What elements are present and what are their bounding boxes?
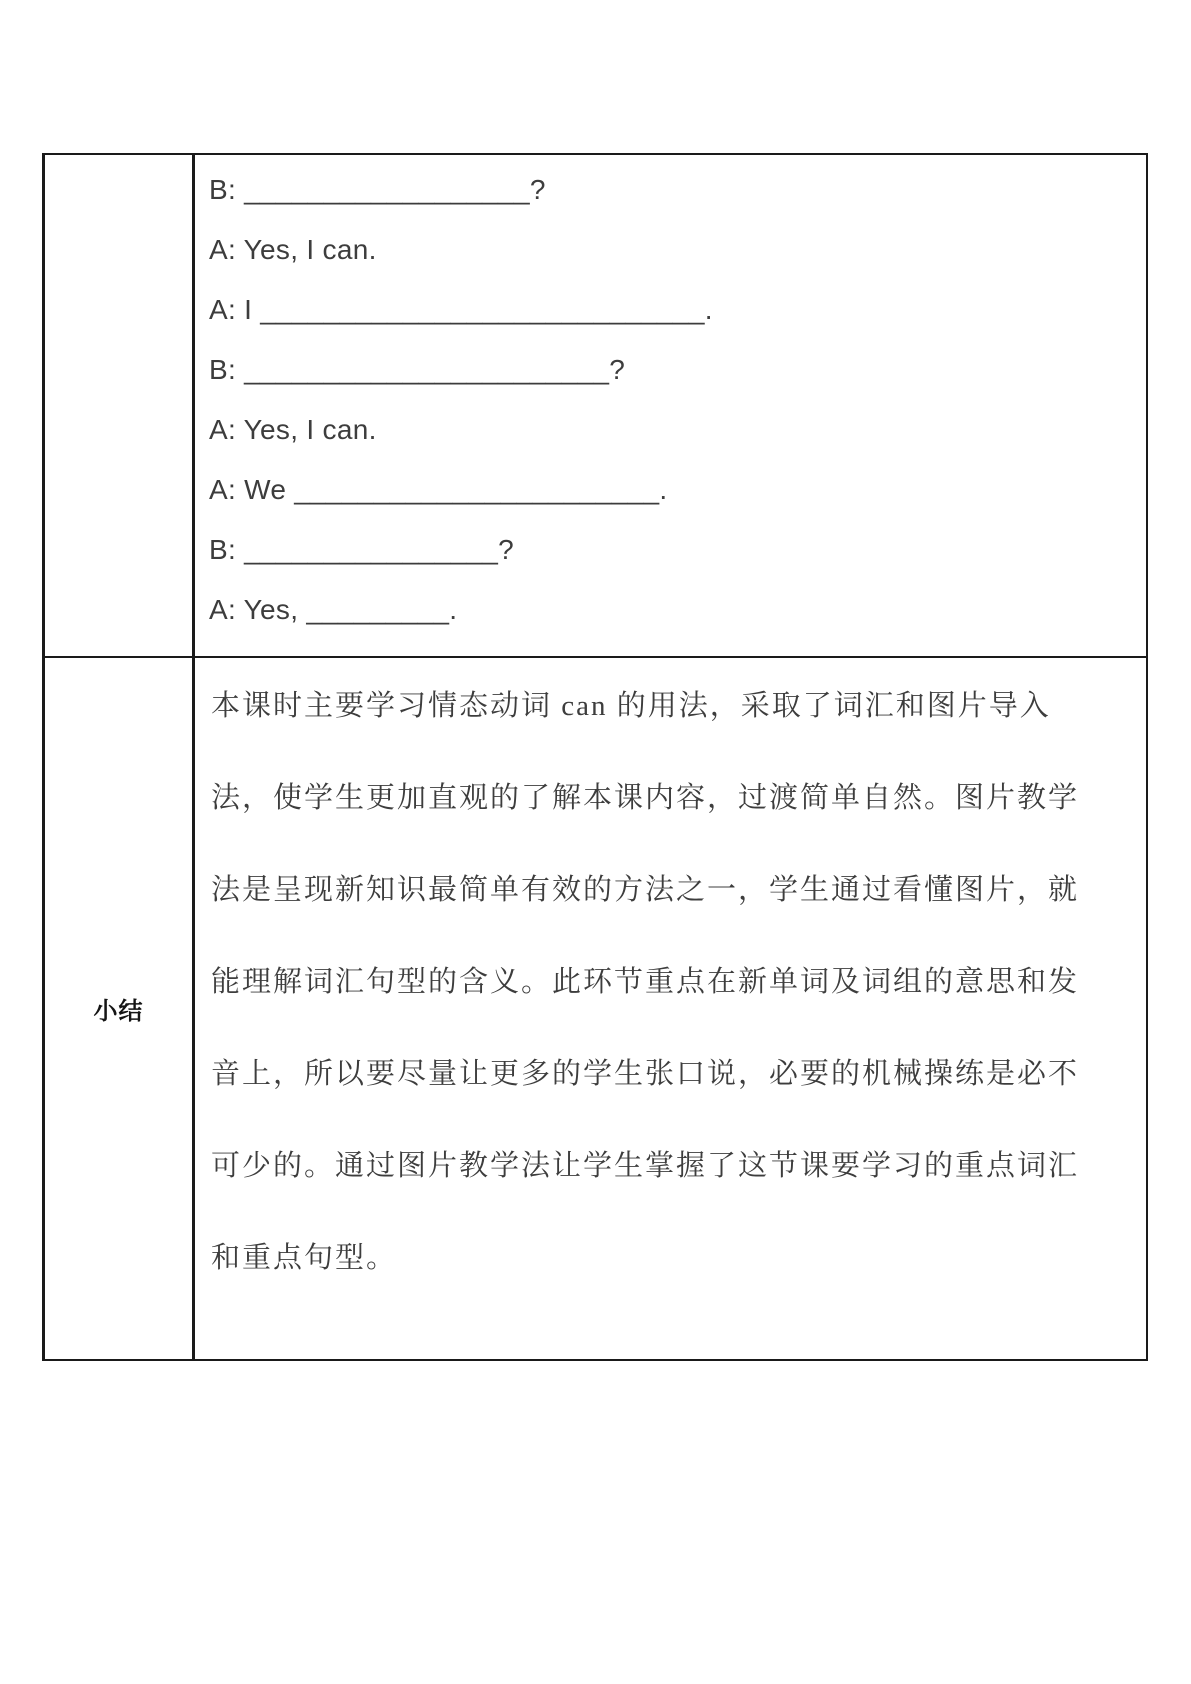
dialogue-line: B: ________________? bbox=[209, 534, 514, 565]
dialogue-line: B: _______________________? bbox=[209, 354, 626, 385]
summary-line: 本课时主要学习情态动词 can 的用法，采取了词汇和图片导入 bbox=[211, 690, 1051, 722]
dialogue-line: A: Yes, _________. bbox=[209, 594, 458, 625]
summary-text-cell bbox=[195, 658, 1146, 1359]
dialogue-row-label-cell bbox=[45, 155, 195, 656]
summary-line: 能理解词汇句型的含义。此环节重点在新单词及词组的意思和发 bbox=[211, 966, 1080, 998]
summary-line: 音上，所以要尽量让更多的学生张口说，必要的机械操练是必不 bbox=[211, 1058, 1080, 1090]
summary-label-cell bbox=[45, 658, 195, 1359]
summary-line: 法是呈现新知识最简单有效的方法之一，学生通过看懂图片，就 bbox=[211, 874, 1080, 906]
summary-label: 小结 bbox=[93, 998, 144, 1025]
dialogue-line: A: Yes, I can. bbox=[209, 234, 377, 265]
dialogue-line: A: We _______________________. bbox=[209, 474, 668, 505]
dialogue-line: A: I ____________________________. bbox=[209, 294, 713, 325]
dialogue-line: B: __________________? bbox=[209, 174, 546, 205]
summary-line: 法，使学生更加直观的了解本课内容，过渡简单自然。图片教学 bbox=[211, 782, 1080, 814]
dialogue-cell bbox=[195, 155, 1146, 656]
summary-line: 可少的。通过图片教学法让学生掌握了这节课要学习的重点词汇 bbox=[211, 1150, 1080, 1182]
dialogue-row bbox=[45, 155, 1146, 658]
summary-row bbox=[45, 658, 1146, 1359]
dialogue-line: A: Yes, I can. bbox=[209, 414, 377, 445]
lesson-plan-table bbox=[42, 153, 1148, 1361]
summary-line: 和重点句型。 bbox=[211, 1242, 398, 1274]
